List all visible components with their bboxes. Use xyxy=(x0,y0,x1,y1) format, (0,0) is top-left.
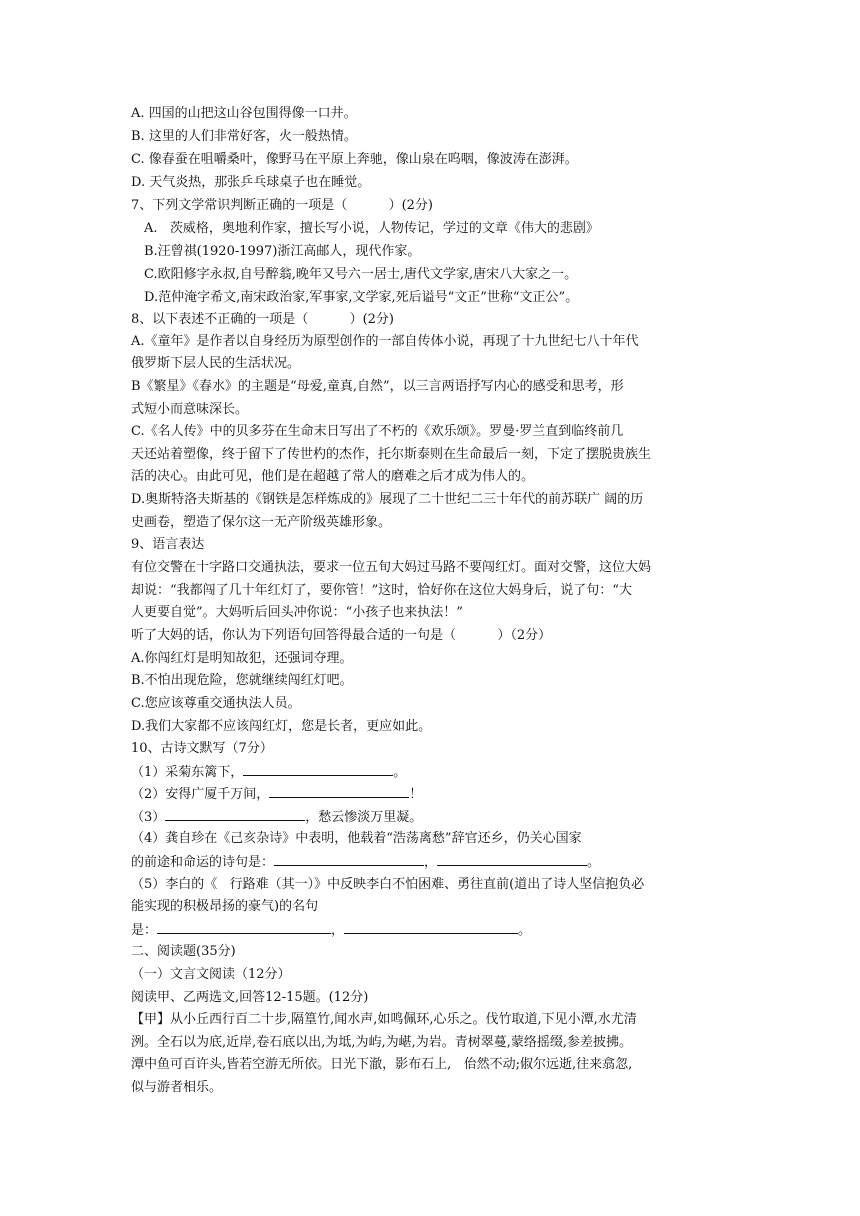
q6-option-c: C. 像春蚕在咀嚼桑叶，像野马在平原上奔驰，像山泉在呜咽，像波涛在澎湃。 xyxy=(131,152,578,167)
section-2-subtitle: （一）文言文阅读（12分） xyxy=(131,967,291,982)
q8-option-a-line: 俄罗斯下层人民的生活状况。 xyxy=(131,356,301,371)
q9-passage-line: 有位交警在十字路口交通执法，要求一位五旬大妈过马路不要闯红灯。面对交警，这位大妈 xyxy=(131,560,652,575)
reading-intro: 阅读甲、乙两选文,回答12-15题。(12分) xyxy=(131,990,369,1005)
q9-passage-line: 人更要自觉”。大妈听后回头冲你说：“小孩子也来执法！” xyxy=(131,605,463,620)
q8-option-c-line: 活的决心。由此可见，他们是在超越了常人的磨难之后才成为伟人的。 xyxy=(131,469,535,484)
section-2-title: 二、阅读题(35分) xyxy=(131,944,236,959)
q10-item-4-prompt: 的前途和命运的诗句是： xyxy=(131,855,275,870)
q10-item-3 xyxy=(131,806,731,828)
passage-line: 洌。全石以为底,近岸,卷石底以出,为坻,为屿,为嵁,为岩。青树翠蔓,蒙络摇缀,参差披拂。 xyxy=(131,1035,633,1050)
q9-option-d: D.我们大家都不应该闯红灯，您是长者，更应如此。 xyxy=(131,719,432,734)
answer-blank[interactable] xyxy=(269,783,409,798)
q6-option-b: B. 这里的人们非常好客，火一般热情。 xyxy=(131,129,357,144)
q10-item-5-prompt: 是： xyxy=(131,923,158,938)
q10-item-5-answer xyxy=(131,919,731,941)
q8-option-d-line: D.奥斯特洛夫斯基的《钢铁是怎样炼成的》展现了二十世纪二三十年代的前苏联广 阔的历 xyxy=(131,492,644,507)
q10-item-1 xyxy=(131,761,731,783)
q6-option-a: A. 四国的山把这山谷包围得像一口井。 xyxy=(131,106,357,121)
answer-blank[interactable] xyxy=(165,806,305,821)
q7-option-a: A. 茨威格，奥地利作家，擅长写小说，人物传记，学过的文章《伟大的悲剧》 xyxy=(144,221,599,236)
q9-question: 听了大妈的话，你认为下列语句回答得最合适的一句是（ ）（2分） xyxy=(131,628,552,643)
q10-item-1-prompt: （1）采菊东篱下， xyxy=(131,765,244,780)
answer-blank[interactable] xyxy=(157,919,331,934)
q8-option-c-line: 天还站着塑像，终于留下了传世杓的杰作，托尔斯泰则在生命最后一刻，下定了摆脱贵族生 xyxy=(131,447,652,462)
q8-option-c-line: C.《名人传》中的贝多芬在生命末日写出了不朽的《欢乐颂》。罗曼·罗兰直到临终前几 xyxy=(131,424,624,439)
q10-item-2-end: ！ xyxy=(409,787,423,802)
q9-option-b: B.不怕出现危险，您就继续闯红灯吧。 xyxy=(131,673,353,688)
q10-item-3-end: ，愁云惨淡万里凝。 xyxy=(305,810,423,825)
q9-option-c: C.您应该尊重交通执法人员。 xyxy=(131,696,301,711)
q10-item-4-end: 。 xyxy=(587,855,601,870)
q10-item-5-line: （5）李白的《 行路难（其一）》中反映李白不怕困难、勇往直前(道出了诗人坚信抱负必 xyxy=(131,877,645,892)
q10-item-4-answer xyxy=(131,851,731,873)
q10-item-5-line: 能实现的积极昂扬的豪气)的名句 xyxy=(131,899,319,914)
q10-item-4-line: （4）龚自珍在《己亥杂诗》中表明，他载着“浩荡离愁”辞官还乡，仍关心国家 xyxy=(131,831,582,846)
q9-stem: 9、语言表达 xyxy=(131,537,205,552)
answer-blank[interactable] xyxy=(274,851,424,866)
passage-line: 潭中鱼可百许头,皆若空游无所依。日光下澈，影布石上, 佁然不动;俶尔远逝,往来翕忽, xyxy=(131,1057,633,1072)
q7-option-c: C.欧阳修字永叔,自号醉翁,晚年又号六一居士,唐代文学家,唐宋八大家之一。 xyxy=(144,267,578,282)
q10-item-5-end: 。 xyxy=(518,923,532,938)
q9-option-a: A.你闯红灯是明知故犯，还强词夺理。 xyxy=(131,651,353,666)
passage-line: 似与游者相乐。 xyxy=(131,1080,223,1095)
q8-option-a-line: A.《童年》是作者以自身经历为原型创作的一部自传体小说，再现了十九世纪七八十年代 xyxy=(131,334,639,349)
answer-blank[interactable] xyxy=(344,919,518,934)
q9-passage-line: 却说：“我都闯了几十年红灯了，要你管！”这时，恰好你在这位大妈身后，说了句：“大 xyxy=(131,583,632,598)
q10-item-3-prompt: （3） xyxy=(131,810,166,825)
q6-option-d: D. 天气炎热，那张乒乓球桌子也在睡觉。 xyxy=(131,175,371,190)
q8-option-d-line: 史画卷，塑造了保尔这一无产阶级英雄形象。 xyxy=(131,515,392,530)
q10-item-4-sep: ， xyxy=(424,855,438,870)
answer-blank[interactable] xyxy=(243,761,393,776)
q8-option-b-line: 式短小而意味深长。 xyxy=(131,402,249,417)
q8-stem: 8、以下表述不正确的一项是（ ）(2分) xyxy=(131,312,395,327)
q7-stem: 7、下列文学常识判断正确的一项是（ ）(2分) xyxy=(131,198,434,213)
q10-item-2-prompt: （2）安得广厦千万间， xyxy=(131,787,270,802)
q7-option-d: D.范仲淹字希文,南宋政治家,军事家,文学家,死后谥号“文正”世称“文正公”。 xyxy=(144,290,579,305)
q10-item-5-sep: ， xyxy=(331,923,345,938)
passage-line: 【甲】从小丘西行百二十步,隔篁竹,闻水声,如鸣佩环,心乐之。伐竹取道,下见小潭,水尤清 xyxy=(131,1012,637,1027)
q10-item-2 xyxy=(131,783,731,805)
answer-blank[interactable] xyxy=(437,851,587,866)
q10-item-1-end: 。 xyxy=(393,765,407,780)
q7-option-b: B.汪曾祺(1920-1997)浙江高邮人，现代作家。 xyxy=(144,244,421,259)
q10-stem: 10、古诗文默写（7分） xyxy=(131,741,273,756)
q8-option-b-line: B《繁星》《春水》的主题是“母爱,童真,自然”，以三言两语抒写内心的感受和思考，形 xyxy=(131,379,624,394)
